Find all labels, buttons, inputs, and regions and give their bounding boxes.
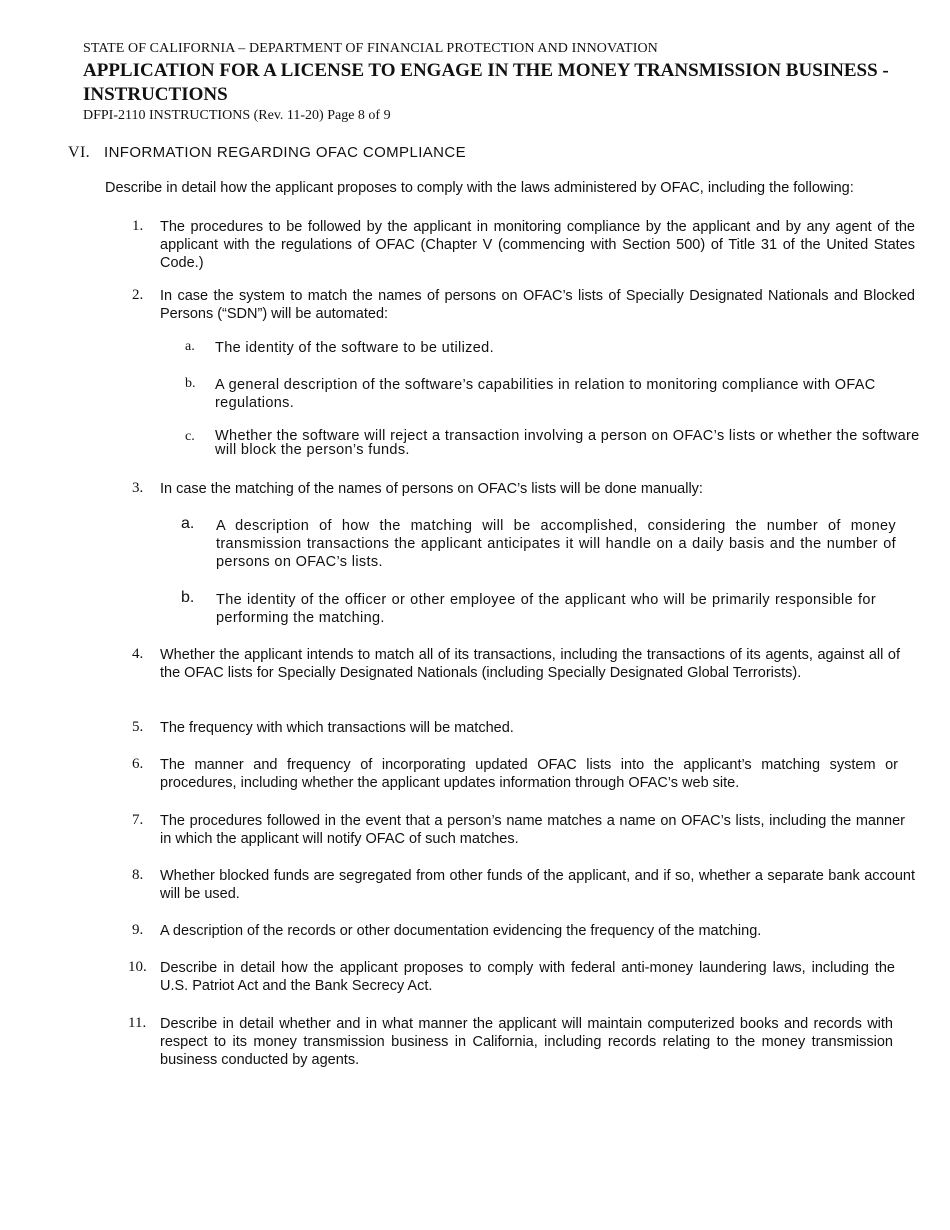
item-text: Describe in detail how the applicant proposes to comply with federal anti-money laundering laws, including the U.S. Patriot Act and the Bank Secrecy Act. [160,960,895,994]
item-number: 5. [132,719,144,735]
sub-item-text: The identity of the officer or other employee of the applicant who will be primarily responsible for performing the matching. [216,592,876,626]
item-text: The frequency with which transactions will be matched. [160,720,514,736]
form-title: APPLICATION FOR A LICENSE TO ENGAGE IN THE MONEY TRANSMISSION BUSINESS - INSTRUCTIONS [83,60,889,105]
item-number: 10. [128,959,147,975]
item-number: 6. [132,756,144,772]
item-number: 9. [132,922,144,938]
section-heading [68,144,466,162]
item-text: In case the matching of the names of persons on OFAC’s lists will be done manually: [160,481,703,497]
item-text: The manner and frequency of incorporating updated OFAC lists into the applicant’s matching system or procedures, including whether the applicant updates information through OFAC’s web site. [160,757,898,791]
item-number: 3. [132,480,144,496]
item-text: Whether blocked funds are segregated from other funds of the applicant, and if so, whether a separate bank account will be used. [160,868,915,902]
item-number: 2. [132,287,144,303]
sub-item-letter: b. [185,376,196,391]
agency-header: STATE OF CALIFORNIA – DEPARTMENT OF FINANCIAL PROTECTION AND INNOVATION [83,41,658,56]
item-text: Describe in detail whether and in what manner the applicant will maintain computerized books and records with respect to its money transmission business in California, including records relating to the money transmission business conducted by agents. [160,1016,893,1068]
sub-item-letter: c. [185,429,195,444]
sub-item-letter: a. [185,339,195,354]
form-reference: DFPI-2110 INSTRUCTIONS (Rev. 11-20) Page 8 of 9 [83,108,391,123]
section-number: VI. [68,144,91,161]
sub-item-text: Whether the software will reject a transaction involving a person on OFAC’s lists or whether the software will block the person’s funds. [215,428,920,458]
item-number: 7. [132,812,144,828]
sub-item-text: A general description of the software’s capabilities in relation to monitoring compliance with OFAC regulations. [215,377,876,411]
sub-item-text: The identity of the software to be utilized. [215,340,494,356]
item-text: In case the system to match the names of persons on OFAC’s lists of Specially Designated Nationals and Blocked Persons (“SDN”) will be automated: [160,288,915,322]
item-number: 11. [128,1015,147,1031]
sub-item-text: A description of how the matching will be accomplished, considering the number of money transmission transactions the applicant anticipates it will handle on a daily basis and the number of persons on OFAC’s lists. [216,518,896,570]
item-text: Whether the applicant intends to match all of its transactions, including the transactions of its agents, against all of the OFAC lists for Specially Designated Nationals (including Specially Designated Global Terrorists). [160,647,900,681]
item-number: 4. [132,646,144,662]
item-number: 1. [132,218,144,234]
section-intro: Describe in detail how the applicant proposes to comply with the laws administered by OFAC, including the following: [105,180,854,196]
sub-item-letter: a. [181,515,195,532]
item-text: The procedures to be followed by the applicant in monitoring compliance by the applicant and by any agent of the applicant with the regulations of OFAC (Chapter V (commencing with Section 500) of Title 31 of the United States Code.) [160,219,915,271]
item-text: The procedures followed in the event that a person’s name matches a name on OFAC’s lists, including the manner in which the applicant will notify OFAC of such matches. [160,813,905,847]
section-title: INFORMATION REGARDING OFAC COMPLIANCE [104,144,467,161]
item-number: 8. [132,867,144,883]
sub-item-letter: b. [181,589,195,606]
item-text: A description of the records or other documentation evidencing the frequency of the matching. [160,923,762,939]
